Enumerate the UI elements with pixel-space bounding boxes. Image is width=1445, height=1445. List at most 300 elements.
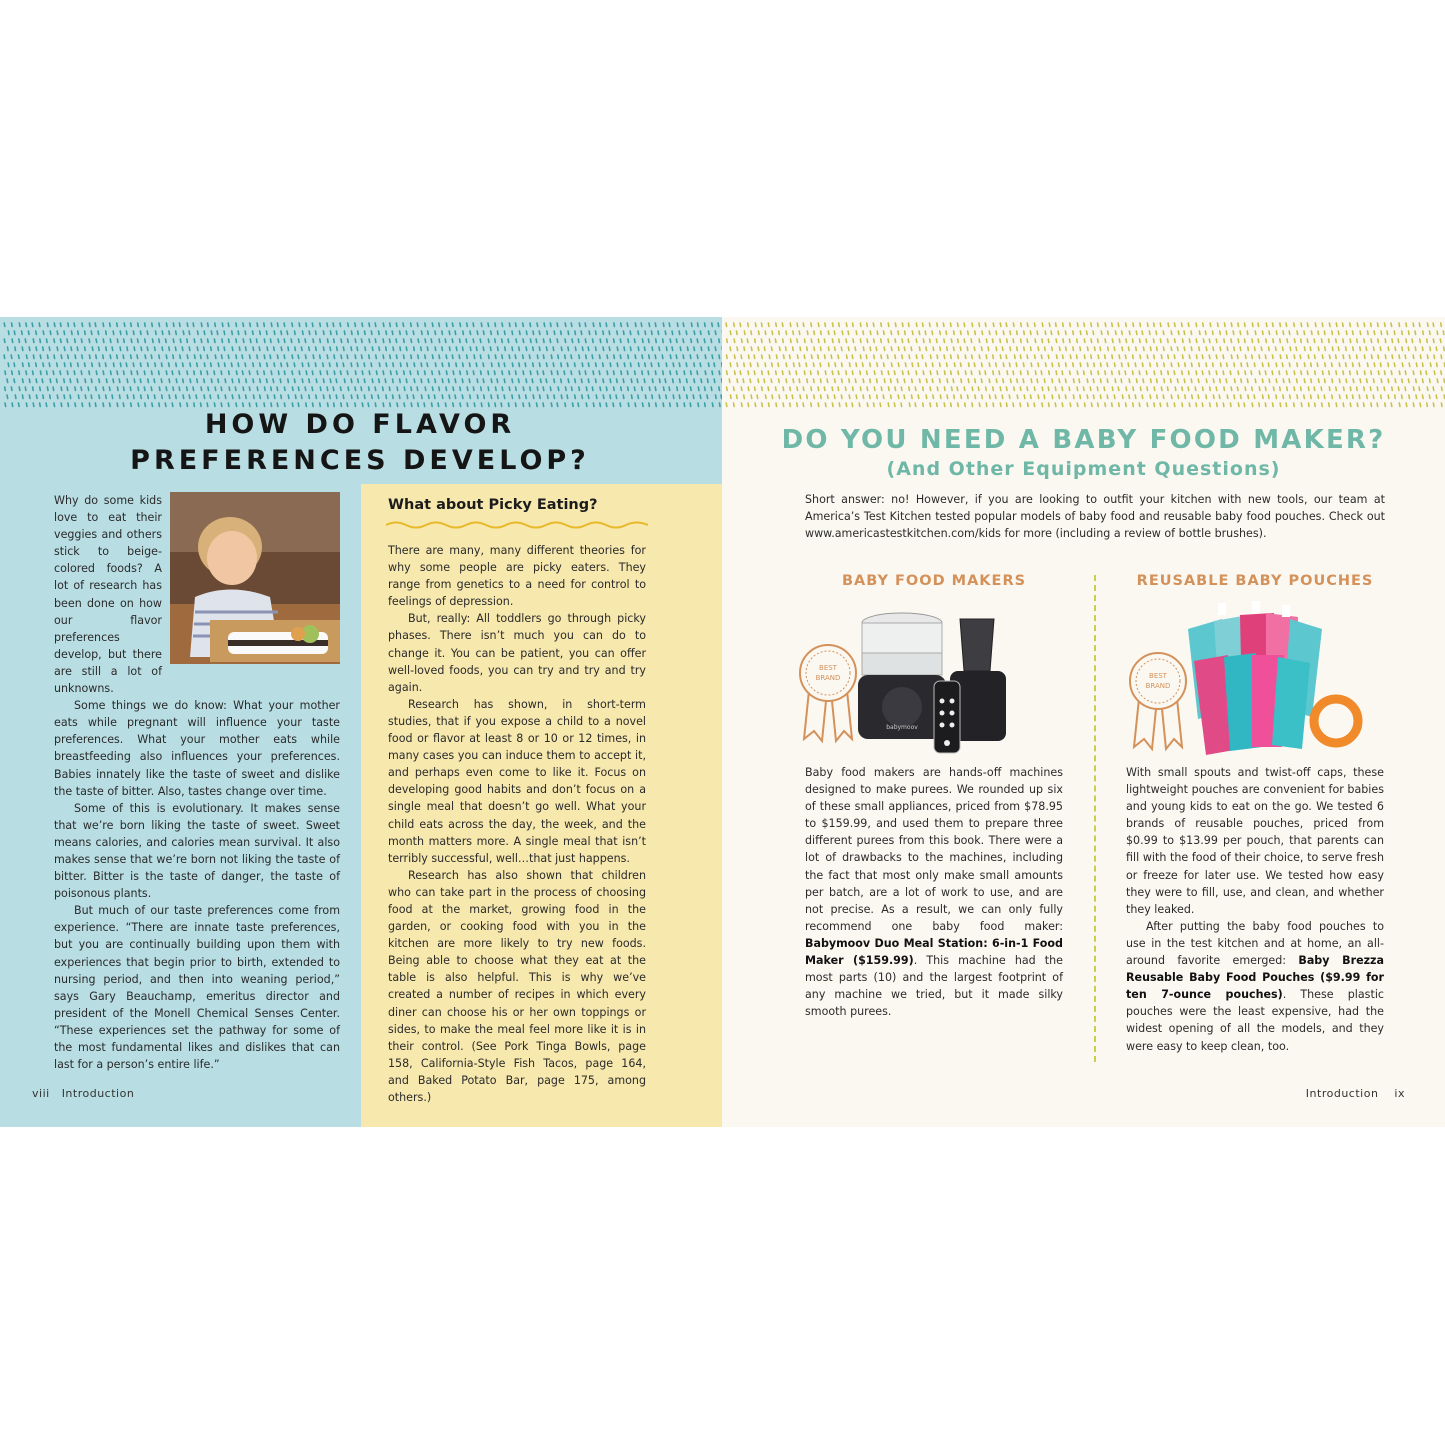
pattern-dash (253, 347, 254, 351)
pattern-dash (617, 363, 618, 367)
pattern-dash (43, 331, 44, 335)
pattern-dash (46, 339, 47, 343)
pattern-dash (1196, 323, 1197, 327)
pattern-dash (1154, 355, 1155, 359)
pattern-dash (593, 371, 594, 375)
pattern-dash (208, 387, 209, 391)
pattern-dash (925, 331, 926, 335)
pattern-dash (369, 371, 370, 375)
pattern-dash (375, 339, 376, 343)
pattern-dash (446, 355, 447, 359)
pattern-dash (686, 363, 687, 367)
pattern-dash (383, 355, 384, 359)
pattern-dash (543, 403, 544, 407)
pattern-dash (648, 371, 649, 375)
pattern-dash (1150, 347, 1151, 351)
pattern-dash (1030, 347, 1031, 351)
pattern-dash (592, 339, 593, 343)
pattern-dash (1132, 371, 1133, 375)
pattern-dash (1276, 395, 1277, 399)
pattern-dash (849, 379, 850, 383)
pattern-dash (481, 323, 482, 327)
pattern-dash (1433, 387, 1434, 391)
pattern-dash (187, 355, 188, 359)
pattern-dash (694, 363, 695, 367)
pattern-dash (8, 331, 9, 335)
pattern-dash (937, 355, 938, 359)
pattern-dash (1321, 387, 1322, 391)
pattern-dash (169, 363, 170, 367)
pattern-dash (1149, 331, 1150, 335)
pattern-dash (82, 403, 83, 407)
pattern-dash (92, 363, 93, 367)
pattern-dash (362, 371, 363, 375)
pattern-dash (659, 379, 660, 383)
pattern-dash (375, 403, 376, 407)
pattern-dash (85, 395, 86, 399)
pattern-dash (775, 339, 776, 343)
pattern-dash (663, 403, 664, 407)
pattern-dash (779, 379, 780, 383)
pattern-dash (88, 387, 89, 391)
pattern-dash (74, 371, 75, 375)
pattern-dash (1346, 395, 1347, 399)
pattern-dash (348, 387, 349, 391)
pattern-dash (1350, 339, 1351, 343)
pattern-dash (1083, 387, 1084, 391)
pattern-dash (295, 347, 296, 351)
pattern-dash (340, 387, 341, 391)
pattern-dash (449, 347, 450, 351)
pattern-dash (820, 347, 821, 351)
pattern-dash (1049, 323, 1050, 327)
pattern-dash (1209, 371, 1210, 375)
pattern-dash (554, 379, 555, 383)
pattern-dash (162, 331, 163, 335)
pattern-dash (1304, 331, 1305, 335)
pattern-dash (610, 363, 611, 367)
pattern-dash (117, 355, 118, 359)
pattern-dash (877, 395, 878, 399)
pattern-dash (131, 355, 132, 359)
pattern-dash (467, 387, 468, 391)
pattern-dash (32, 323, 33, 327)
pattern-dash (856, 331, 857, 335)
pattern-dash (64, 347, 65, 351)
pattern-dash (145, 339, 146, 343)
pattern-dash (1059, 395, 1060, 399)
pattern-dash (1248, 395, 1249, 399)
pattern-dash (214, 339, 215, 343)
pattern-dash (446, 371, 447, 375)
pattern-dash (330, 379, 331, 383)
pattern-dash (204, 347, 205, 351)
pattern-dash (312, 387, 313, 391)
pattern-dash (57, 395, 58, 399)
pattern-dash (1051, 331, 1052, 335)
pattern-dash (568, 379, 569, 383)
pattern-dash (932, 331, 933, 335)
pattern-dash (1013, 371, 1014, 375)
pattern-dash (320, 371, 321, 375)
pattern-dash (1238, 339, 1239, 343)
pattern-dash (922, 355, 923, 359)
pattern-dash (494, 371, 495, 375)
pattern-dash (1388, 363, 1389, 367)
pattern-dash (1091, 371, 1092, 375)
pattern-dash (1325, 347, 1326, 351)
pattern-dash (838, 387, 839, 391)
pattern-dash (1006, 403, 1007, 407)
pattern-dash (884, 347, 885, 351)
pattern-dash (944, 387, 945, 391)
pattern-dash (138, 387, 139, 391)
pattern-dash (628, 339, 629, 343)
pattern-dash (81, 387, 82, 391)
pattern-dash (578, 339, 579, 343)
pattern-dash (211, 331, 212, 335)
pattern-dash (1301, 323, 1302, 327)
pattern-dash (166, 323, 167, 327)
pattern-dash (1289, 363, 1290, 367)
pattern-dash (1108, 347, 1109, 351)
pattern-dash (56, 379, 57, 383)
pattern-dash (340, 371, 341, 375)
pattern-dash (347, 371, 348, 375)
pattern-dash (1171, 331, 1172, 335)
pattern-dash (117, 403, 118, 407)
pattern-dash (19, 339, 20, 343)
pattern-dash (1073, 347, 1074, 351)
pattern-dash (627, 323, 628, 327)
pattern-dash (540, 395, 541, 399)
pattern-dash (825, 403, 826, 407)
pattern-dash (776, 355, 777, 359)
pattern-dash (411, 403, 412, 407)
pattern-dash (1167, 403, 1168, 407)
pattern-dash (473, 339, 474, 343)
pattern-dash (1441, 403, 1442, 407)
pattern-dash (211, 347, 212, 351)
pattern-dash (1301, 403, 1302, 407)
pattern-dash (355, 387, 356, 391)
pattern-dash (183, 331, 184, 335)
pattern-dash (180, 355, 181, 359)
pattern-dash (502, 387, 503, 391)
pattern-dash (343, 363, 344, 367)
pattern-dash (1202, 355, 1203, 359)
pattern-dash (463, 363, 464, 367)
pattern-dash (483, 363, 484, 367)
pattern-dash (961, 395, 962, 399)
pattern-dash (1168, 371, 1169, 375)
pattern-dash (813, 379, 814, 383)
pattern-dash (1065, 379, 1066, 383)
pattern-dash (901, 387, 902, 391)
pattern-dash (250, 339, 251, 343)
pattern-dash (700, 331, 701, 335)
pattern-dash (1357, 323, 1358, 327)
pattern-dash (169, 395, 170, 399)
pattern-dash (1364, 339, 1365, 343)
pattern-dash (708, 363, 709, 367)
pattern-dash (320, 387, 321, 391)
pattern-dash (504, 363, 505, 367)
pattern-dash (390, 323, 391, 327)
pattern-dash (1423, 331, 1424, 335)
pattern-dash (1409, 363, 1410, 367)
pattern-dash (404, 371, 405, 375)
pattern-dash (12, 323, 13, 327)
pattern-dash (1121, 379, 1122, 383)
pattern-dash (40, 339, 41, 343)
pattern-dash (1329, 403, 1330, 407)
pattern-dash (1073, 395, 1074, 399)
pattern-dash (1339, 363, 1340, 367)
right-page-number: ix (1394, 1087, 1405, 1100)
pattern-dash (1177, 347, 1178, 351)
pattern-dash (333, 323, 334, 327)
pattern-dash (827, 379, 828, 383)
pattern-dash (686, 331, 687, 335)
pattern-dash (1272, 355, 1273, 359)
pattern-dash (1392, 387, 1393, 391)
pattern-dash (64, 331, 65, 335)
pattern-dash (483, 347, 484, 351)
pattern-dash (690, 387, 691, 391)
pattern-dash (558, 387, 559, 391)
pattern-dash (410, 371, 411, 375)
pattern-dash (807, 395, 808, 399)
pattern-dash (1252, 403, 1253, 407)
pattern-dash (905, 331, 906, 335)
pattern-dash (523, 355, 524, 359)
pattern-dash (1352, 363, 1353, 367)
pattern-dash (484, 395, 485, 399)
pattern-dash (571, 323, 572, 327)
sidebar-paragraph-3: Research has shown, in short-term studies, that if you expose a child to a novel food or flavor at least 8 or 10 or 12 times, in many cases you can induce them to accept it, and perhaps even come to like it. Focus on developing good habits and don’t focus on a single meal that doesn’t go well. What your child eats across the day, the week, and the month matters more. A single meal that isn’t terribly successful, well…that just happens. (388, 697, 646, 865)
pattern-dash (839, 403, 840, 407)
pattern-dash (222, 339, 223, 343)
pattern-dash (1021, 323, 1022, 327)
pattern-dash (1296, 347, 1297, 351)
pattern-dash (1272, 371, 1273, 375)
pattern-dash (1076, 355, 1077, 359)
pattern-dash (783, 387, 784, 391)
pattern-dash (1276, 379, 1277, 383)
pattern-dash (888, 403, 889, 407)
pattern-dash (362, 323, 363, 327)
pattern-dash (1315, 371, 1316, 375)
pattern-dash (635, 355, 636, 359)
pattern-dash (372, 395, 373, 399)
pattern-dash (652, 379, 653, 383)
pattern-dash (449, 331, 450, 335)
pattern-dash (1426, 371, 1427, 375)
pattern-dash (797, 323, 798, 327)
pattern-dash (502, 355, 503, 359)
pattern-dash (1154, 403, 1155, 407)
pattern-dash (1023, 379, 1024, 383)
pattern-dash (888, 387, 889, 391)
pattern-dash (1265, 355, 1266, 359)
pattern-dash (776, 403, 777, 407)
pattern-dash (623, 331, 624, 335)
pattern-dash (189, 395, 190, 399)
pattern-dash (1322, 403, 1323, 407)
pattern-dash (923, 403, 924, 407)
pattern-dash (1308, 403, 1309, 407)
pattern-dash (790, 387, 791, 391)
pattern-dash (1014, 355, 1015, 359)
pattern-dash (1133, 403, 1134, 407)
pattern-dash (807, 347, 808, 351)
pattern-dash (554, 395, 555, 399)
pattern-dash (334, 403, 335, 407)
pattern-dash (621, 371, 622, 375)
pattern-dash (172, 371, 173, 375)
pattern-dash (1119, 403, 1120, 407)
pattern-dash (543, 387, 544, 391)
pattern-dash (40, 403, 41, 407)
pattern-dash (848, 347, 849, 351)
pattern-dash (204, 395, 205, 399)
pattern-dash (954, 363, 955, 367)
pattern-dash (1350, 371, 1351, 375)
pattern-dash (1209, 339, 1210, 343)
sidebar-body (388, 542, 646, 1106)
pattern-dash (14, 363, 15, 367)
pattern-dash (1384, 387, 1385, 391)
pattern-dash (755, 403, 756, 407)
pattern-dash (996, 347, 997, 351)
pattern-dash (1322, 355, 1323, 359)
pattern-dash (470, 347, 471, 351)
pattern-dash (755, 387, 756, 391)
pattern-dash (568, 347, 569, 351)
pattern-dash (1268, 395, 1269, 399)
pattern-dash (923, 339, 924, 343)
pattern-dash (260, 331, 261, 335)
pattern-dash (127, 395, 128, 399)
pattern-dash (438, 403, 439, 407)
pattern-dash (1273, 339, 1274, 343)
pattern-dash (159, 371, 160, 375)
pattern-dash (835, 379, 836, 383)
pattern-dash (67, 387, 68, 391)
pattern-dash (546, 363, 547, 367)
pattern-dash (842, 363, 843, 367)
pattern-dash (36, 363, 37, 367)
pattern-dash (930, 371, 931, 375)
pattern-dash (1269, 379, 1270, 383)
pattern-dash (96, 339, 97, 343)
pattern-dash (758, 331, 759, 335)
pattern-dash (1178, 395, 1179, 399)
pattern-dash (1052, 363, 1053, 367)
pattern-dash (1056, 323, 1057, 327)
pattern-dash (571, 355, 572, 359)
pattern-dash (719, 355, 720, 359)
pattern-dash (519, 331, 520, 335)
pattern-dash (491, 331, 492, 335)
pattern-dash (228, 403, 229, 407)
pattern-dash (474, 403, 475, 407)
pattern-dash (1392, 339, 1393, 343)
pattern-dash (166, 387, 167, 391)
pattern-dash (173, 355, 174, 359)
makers-paragraph: Baby food makers are hands-off machines designed to make purees. We rounded up six of these small appliances, priced from $78.95 to $159.99, and used them to prepare three different purees from this book. There were a lot of drawbacks to the machines, including the fact that most only make small amounts per batch, are a lot of work to use, and are not precise. As a result, we can only fully recommend one baby food maker: Babymoov Duo Meal Station: 6-in-1 Food Maker ($159.99). This machine had the most parts (10) and the largest footprint of any machine we tried, but it made silky smooth purees. (805, 766, 1063, 1019)
pattern-dash (824, 339, 825, 343)
pattern-dash (351, 347, 352, 351)
pattern-dash (228, 355, 229, 359)
pattern-dash (672, 331, 673, 335)
pattern-dash (680, 347, 681, 351)
pattern-dash (1091, 323, 1092, 327)
pattern-dash (1189, 339, 1190, 343)
pattern-dash (1311, 363, 1312, 367)
pattern-dash (835, 363, 836, 367)
pattern-dash (5, 403, 6, 407)
pattern-dash (1210, 323, 1211, 327)
pattern-dash (1415, 347, 1416, 351)
pattern-dash (215, 355, 216, 359)
pattern-dash (719, 371, 720, 375)
pattern-dash (371, 331, 372, 335)
pattern-dash (981, 347, 982, 351)
pattern-dash (99, 363, 100, 367)
pattern-dash (1380, 347, 1381, 351)
pattern-dash (357, 363, 358, 367)
pattern-dash (635, 403, 636, 407)
pattern-dash (1133, 355, 1134, 359)
pattern-dash (1136, 347, 1137, 351)
pattern-dash (1282, 347, 1283, 351)
pattern-dash (835, 347, 836, 351)
pattern-dash (509, 355, 510, 359)
pattern-dash (81, 371, 82, 375)
pattern-dash (1286, 403, 1287, 407)
pattern-dash (683, 339, 684, 343)
pattern-dash (1147, 403, 1148, 407)
pattern-dash (327, 355, 328, 359)
pattern-dash (733, 387, 734, 391)
sidebar-paragraph-2: But, really: All toddlers go through picky phases. There isn’t much you can do to change it. You can be patient, you can offer well-loved foods, you can try and try and try again. (388, 612, 646, 694)
pattern-dash (330, 347, 331, 351)
pattern-dash (201, 339, 202, 343)
pattern-dash (1409, 395, 1410, 399)
pattern-dash (46, 403, 47, 407)
pattern-dash (256, 403, 257, 407)
pattern-dash (557, 339, 558, 343)
pattern-dash (1301, 371, 1302, 375)
pattern-dash (543, 355, 544, 359)
pattern-dash (413, 331, 414, 335)
pattern-dash (1035, 339, 1036, 343)
pattern-dash (1244, 339, 1245, 343)
pattern-dash (546, 379, 547, 383)
pattern-dash (1359, 395, 1360, 399)
pattern-dash (470, 331, 471, 335)
pattern-dash (232, 379, 233, 383)
pattern-dash (22, 379, 23, 383)
pattern-dash (567, 363, 568, 367)
pattern-dash (1216, 371, 1217, 375)
pattern-dash (124, 387, 125, 391)
pattern-dash (1003, 331, 1004, 335)
pattern-dash (159, 403, 160, 407)
pattern-dash (117, 323, 118, 327)
